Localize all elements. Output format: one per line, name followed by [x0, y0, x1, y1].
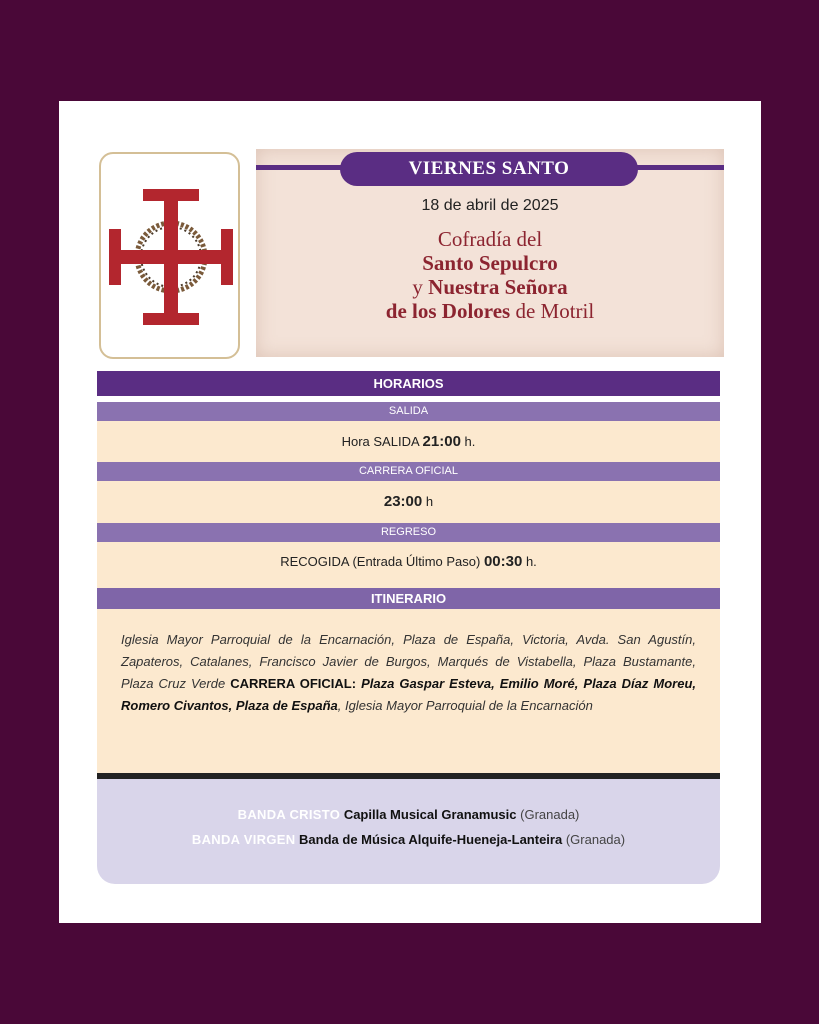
regreso-row: RECOGIDA (Entrada Último Paso) 00:30 h. — [97, 542, 720, 588]
jerusalem-cross-icon — [109, 187, 233, 327]
banner-rule-left — [256, 165, 346, 170]
title-line-1: Cofradía del — [437, 227, 543, 251]
salida-label: SALIDA — [97, 402, 720, 421]
procession-date: 18 de abril de 2025 — [421, 197, 559, 214]
title-line-3: y Nuestra Señora — [412, 275, 568, 299]
brotherhood-emblem — [99, 152, 240, 359]
regreso-label: REGRESO — [97, 523, 720, 542]
band-cristo: BANDA CRISTO Capilla Musical Granamusic (Granada) — [237, 807, 580, 822]
title-line-2: Santo Sepulcro — [422, 251, 558, 275]
banner-rule-right — [632, 165, 724, 170]
salida-row: Hora SALIDA 21:00 h. — [97, 421, 720, 462]
horarios-heading: HORARIOS — [97, 371, 720, 396]
itinerary-text: Iglesia Mayor Parroquial de la Encarnación, Plaza de España, Victoria, Avda. San Agustín, Zapateros, Catalanes, Francisco Javier de Burgos, Marqués de Vistabella, Plaza Bustamante, Plaza Cruz Verde CARRERA OFICIAL: Plaza Gaspar Esteva, Emilio Moré, Plaza Díaz Moreu, Romero Civantos, Plaza de España, Iglesia Mayor Parroquial de la Encarnación — [97, 609, 720, 773]
procession-card — [59, 101, 761, 923]
carrera-row: 23:00 h — [97, 481, 720, 523]
itinerario-heading: ITINERARIO — [97, 588, 720, 609]
bands-section — [97, 779, 720, 884]
band-virgen: BANDA VIRGEN Banda de Música Alquife-Hueneja-Lanteira (Granada) — [191, 832, 626, 847]
day-title: VIERNES SANTO — [340, 152, 638, 186]
carrera-label: CARRERA OFICIAL — [97, 462, 720, 481]
title-banner — [256, 149, 724, 357]
title-line-4: de los Dolores de Motril — [385, 299, 595, 323]
brotherhood-name — [256, 227, 724, 323]
